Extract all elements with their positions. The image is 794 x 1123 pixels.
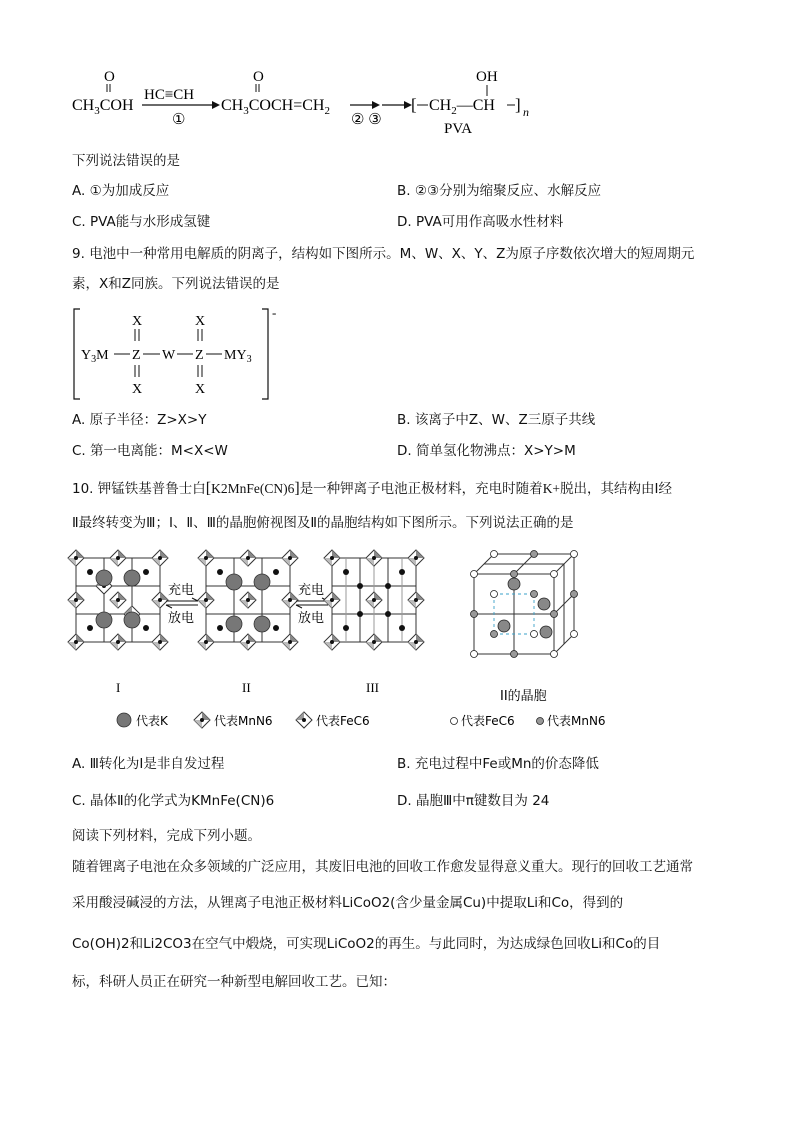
label-cell: II的晶胞 <box>500 689 547 704</box>
polymer-chain: $CH_2—CH$ <box>429 97 495 117</box>
svg-text:X: X <box>195 314 206 329</box>
legend-mnn6: 代表MnN6 <box>214 714 273 728</box>
unit-cell-II <box>471 551 578 658</box>
svg-text:]: ] <box>515 95 521 114</box>
label-I: I <box>116 680 121 695</box>
legend-fec6: 代表FeC6 <box>316 714 370 728</box>
anion-structure <box>72 305 292 403</box>
q9-option-c[interactable]: C. 第一电离能：M<X<W <box>72 443 228 459</box>
structure-II <box>198 550 298 650</box>
label-II: II <box>242 680 251 695</box>
q9-option-d[interactable]: D. 简单氢化物沸点：X>Y>M <box>397 443 576 459</box>
reactant-formula: $CH_3COH$ <box>72 97 134 117</box>
svg-text:Z: Z <box>195 348 204 363</box>
svg-text:O: O <box>104 69 115 85</box>
legend-mnn6-cell: 代表MnN6 <box>547 714 606 728</box>
structure-III <box>324 550 424 650</box>
charge-label: - <box>272 305 277 320</box>
steps23-label: ② ③ <box>351 112 382 128</box>
svg-text:X: X <box>195 382 206 397</box>
q10-option-b[interactable]: B. 充电过程中Fe或Mn的价态降低 <box>397 756 599 772</box>
reaction-scheme <box>60 60 540 142</box>
q9-stem-line2: 素，X和Z同族。下列说法错误的是 <box>72 276 280 292</box>
q8-option-d[interactable]: D. PVA可用作高吸水性材料 <box>397 214 564 230</box>
svg-text:X: X <box>132 314 143 329</box>
q10-formula: K2MnFe(CN)6 <box>211 481 295 496</box>
q9-stem-line1: 9. 电池中一种常用电解质的阴离子，结构如下图所示。M、W、X、Y、Z为原子序数依次增大的短周期元 <box>72 246 695 262</box>
charge-label-1: 充电 <box>168 583 195 598</box>
q8-option-c[interactable]: C. PVA能与水形成氢键 <box>72 214 211 230</box>
q8-option-a[interactable]: A. ①为加成反应 <box>72 183 170 199</box>
svg-text:O: O <box>253 69 264 85</box>
q9-option-a[interactable]: A. 原子半径：Z>X>Y <box>72 412 207 428</box>
label-III: III <box>366 680 379 695</box>
intermediate-formula: $CH_3COCH=CH_2$ <box>221 97 330 117</box>
svg-text:W: W <box>162 348 176 363</box>
q10-option-a[interactable]: A. Ⅲ转化为Ⅰ是非自发过程 <box>72 756 225 772</box>
polymer-name: PVA <box>444 121 473 137</box>
reading-intro: 阅读下列材料，完成下列小题。 <box>72 828 261 844</box>
discharge-label-1: 放电 <box>168 611 195 626</box>
discharge-label-2: 放电 <box>298 611 325 626</box>
crystal-figure <box>66 548 606 740</box>
structure-I <box>68 550 168 650</box>
q8-stem: 下列说法错误的是 <box>72 153 180 169</box>
svg-text:MY3: $MY_3$ <box>224 348 252 365</box>
q10-option-c[interactable]: C. 晶体Ⅱ的化学式为KMnFe(CN)6 <box>72 793 275 809</box>
reading-paragraph-line1: 随着锂离子电池在众多领域的广泛应用，其废旧电池的回收工作愈发显得意义重大。现行的回收工艺通常 <box>72 859 693 875</box>
reading-paragraph-line4: 标，科研人员正在研究一种新型电解回收工艺。已知： <box>72 974 396 990</box>
q8-option-b[interactable]: B. ②③分别为缩聚反应、水解反应 <box>397 183 602 199</box>
charge-label-2: 充电 <box>298 583 325 598</box>
svg-text:X: X <box>132 382 143 397</box>
step1-label: ① <box>172 112 186 128</box>
reagent-label: HC≡CH <box>144 87 195 103</box>
reading-paragraph-line3: Co(OH)2和Li2CO3在空气中煅烧，可实现LiCoO2的再生。与此同时，为达成绿色回收Li和Co的目 <box>72 936 661 952</box>
q10-option-d[interactable]: D. 晶胞Ⅲ中π键数目为 24 <box>397 793 550 809</box>
svg-text:Y3M: $Y_3M$ <box>81 348 109 365</box>
legend-fec6-cell: 代表FeC6 <box>461 714 515 728</box>
svg-text:[: [ <box>411 95 417 114</box>
legend-k: 代表K <box>136 714 168 728</box>
polymer-oh: OH <box>476 69 498 85</box>
reading-paragraph-line2: 采用酸浸碱浸的方法，从锂离子电池正极材料LiCoO2(含少量金属Cu)中提取Li和Co，得到的 <box>72 895 624 911</box>
svg-text:Z: Z <box>132 348 141 363</box>
q10-stem-line1: 10. 钾锰铁基普鲁士白[K2MnFe(CN)6]是一种钾离子电池正极材料，充电时随着K+脱出，其结构由Ⅰ经 <box>72 480 673 497</box>
polymer-n: n <box>523 105 529 119</box>
q10-stem-line2: Ⅱ最终转变为Ⅲ；Ⅰ、Ⅱ、Ⅲ的晶胞俯视图及Ⅱ的晶胞结构如下图所示。下列说法正确的是 <box>72 515 574 531</box>
q9-option-b[interactable]: B. 该离子中Z、W、Z三原子共线 <box>397 412 596 428</box>
